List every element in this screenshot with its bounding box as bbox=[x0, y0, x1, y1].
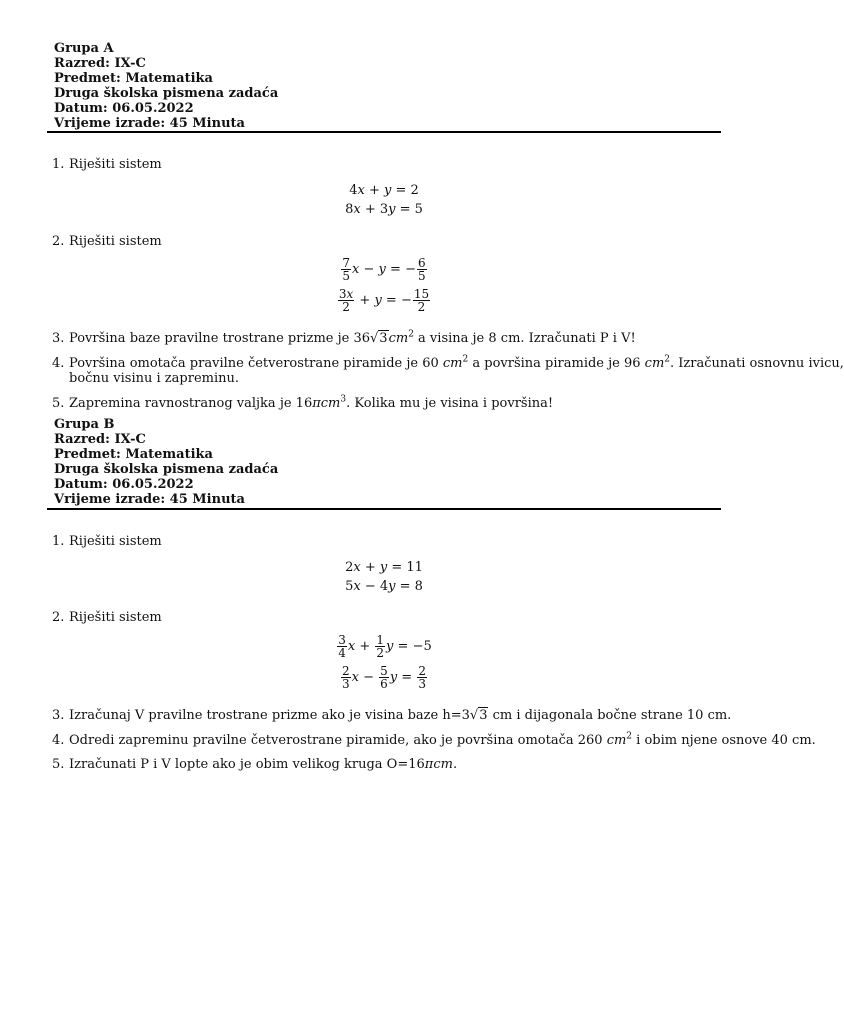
task-b5: 5. Izračunati P i V lopte ako je obim velikog kruga O=16πcm. bbox=[52, 757, 458, 772]
equation-a1-2: 8x + 3y = 5 bbox=[345, 202, 423, 217]
task-b1: 1. Riješiti sistem bbox=[52, 534, 162, 549]
task-a3: 3. Površina baze pravilne trostrane prizme je $36√3cm^2$ a visina je 8 cm. Izračunati P i V! bbox=[52, 329, 636, 346]
date-line: Datum: 06.05.2022 bbox=[54, 477, 194, 492]
subject-line: Predmet: Matematika bbox=[54, 447, 213, 462]
exam-title: Druga školska pismena zadaća bbox=[54, 86, 279, 101]
header-divider bbox=[47, 131, 721, 133]
task-a5: 5. Zapremina ravnostranog valjka je 16πcm$^3$. Kolika mu je visina i površina! bbox=[52, 394, 554, 411]
task-a4: 4. Površina omotača pravilne četverostrane piramide je 60 $cm^2$ a površina piramide je 96 $cm^2$. Izračunati osnovnu ivicu, bbox=[52, 354, 844, 371]
group-a-header bbox=[54, 41, 278, 131]
task-a2: 2. Riješiti sistem bbox=[52, 234, 162, 249]
exam-title: Druga školska pismena zadaća bbox=[54, 462, 279, 477]
group-title: Grupa B bbox=[54, 417, 115, 432]
equation-a1-1: 4x + y = 2 bbox=[349, 183, 419, 198]
task-b4: 4. Odredi zapreminu pravilne četverostrane piramide, ako je površina omotača 260 $cm^2$ i obim njene osnove 40 cm. bbox=[52, 731, 816, 748]
equation-b1-1: 2x + y = 11 bbox=[345, 560, 423, 575]
equation-b1-2: 5x − 4y = 8 bbox=[345, 579, 423, 594]
duration-line: Vrijeme izrade: 45 Minuta bbox=[54, 492, 245, 507]
date-line: Datum: 06.05.2022 bbox=[54, 101, 194, 116]
task-a4-continuation: bočnu visinu i zapreminu. bbox=[69, 371, 239, 386]
group-b-header bbox=[54, 417, 278, 507]
class-line: Razred: IX-C bbox=[54, 56, 146, 71]
equation-b2-1: $\frac{3}{4}$ x + $\frac{1}{2}$ y = −5 bbox=[338, 633, 432, 660]
task-b3: 3. Izračunaj V pravilne trostrane prizme ako je visina baze h=3√3 cm i dijagonala bočne strane 10 cm. bbox=[52, 708, 732, 723]
header-divider bbox=[47, 508, 721, 510]
equation-a2-2: $\frac{3x}{2}$ + y = − $\frac{15}{2}$ bbox=[338, 287, 430, 314]
subject-line: Predmet: Matematika bbox=[54, 71, 213, 86]
equation-b2-2: $\frac{2}{3}$ x − $\frac{5}{6}$ y = $\frac{2}{3}$ bbox=[342, 664, 426, 691]
group-title: Grupa A bbox=[54, 41, 114, 56]
task-b2: 2. Riješiti sistem bbox=[52, 610, 162, 625]
task-a1: 1. Riješiti sistem bbox=[52, 157, 162, 172]
duration-line: Vrijeme izrade: 45 Minuta bbox=[54, 116, 245, 131]
equation-a2-1: $\frac{7}{5}$ x − y = − $\frac{6}{5}$ bbox=[342, 256, 426, 283]
class-line: Razred: IX-C bbox=[54, 432, 146, 447]
